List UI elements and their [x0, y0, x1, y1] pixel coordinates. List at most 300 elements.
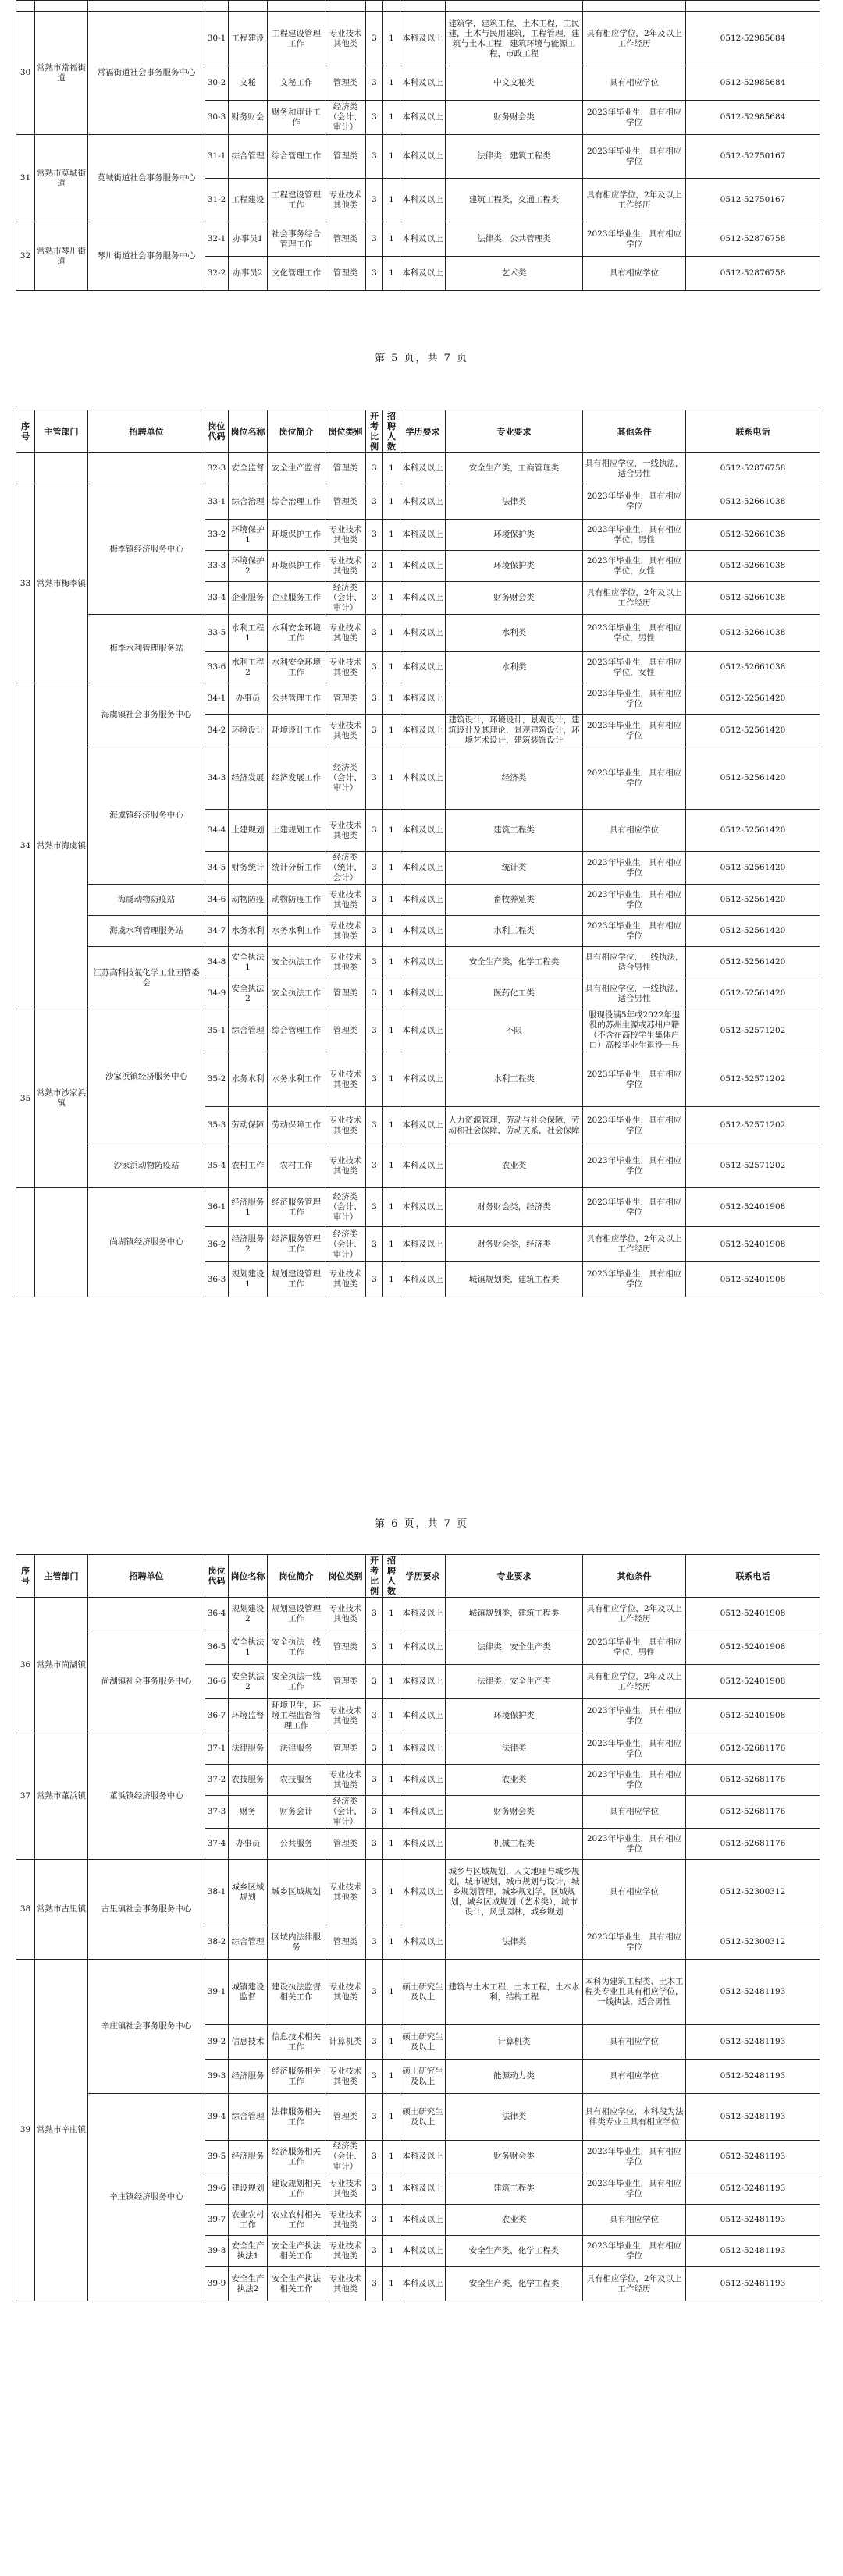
cell-phone: 0512-52300312 — [686, 1860, 820, 1925]
cell-ratio: 3 — [366, 1765, 383, 1796]
cell-ratio: 3 — [366, 2094, 383, 2141]
cell-major: 安全生产类，化学工程类 — [446, 2236, 583, 2267]
cell-code: 37-4 — [205, 1829, 229, 1860]
cell-title: 规划建设1 — [229, 1262, 268, 1297]
cell-num: 1 — [383, 1598, 400, 1630]
cell-other: 2023年毕业生，具有相应学位，男性 — [583, 1630, 686, 1665]
cell-intro: 安全执法一线工作 — [268, 1630, 325, 1665]
cell-phone: 0512-52561420 — [686, 715, 820, 747]
cell-num: 1 — [383, 715, 400, 747]
cell-cat: 管理类 — [325, 978, 366, 1009]
cell-phone: 0512-52681176 — [686, 1796, 820, 1829]
cell-other: 2023年毕业生，具有相应学位 — [583, 683, 686, 715]
cell-num: 1 — [383, 1860, 400, 1925]
cell-intro: 法律服务相关工作 — [268, 2094, 325, 2141]
cell-phone: 0512-52561420 — [686, 683, 820, 715]
cell-intro: 安全生产执法相关工作 — [268, 2236, 325, 2267]
cell-major: 建筑工程类，交通工程类 — [446, 179, 583, 222]
cell-intro: 安全执法一线工作 — [268, 1665, 325, 1699]
recruitment-table — [16, 410, 820, 1297]
cell-num: 1 — [383, 101, 400, 135]
cell-num: 1 — [383, 2060, 400, 2094]
cell-phone: 0512-52561420 — [686, 810, 820, 852]
cell-edu: 本科及以上 — [400, 551, 446, 582]
cell-edu: 本科及以上 — [400, 66, 446, 101]
cell-ratio: 3 — [366, 1262, 383, 1297]
cell-edu: 本科及以上 — [400, 1009, 446, 1052]
cell-cat: 专业技术其他类 — [325, 810, 366, 852]
cell-cat: 专业技术其他类 — [325, 1765, 366, 1796]
cell-cat: 经济类（会计、审计） — [325, 2141, 366, 2173]
cell-num: 1 — [383, 520, 400, 551]
cell-num: 1 — [383, 1829, 400, 1860]
cell-edu: 硕士研究生及以上 — [400, 2025, 446, 2060]
cell-cat: 专业技术其他类 — [325, 1860, 366, 1925]
column-header: 联系电话 — [686, 410, 820, 453]
unit-cell: 海虞镇经济服务中心 — [88, 747, 205, 885]
cell-edu: 本科及以上 — [400, 947, 446, 978]
cell-major: 水利类 — [446, 652, 583, 683]
cell-title: 企业服务 — [229, 582, 268, 615]
cell-other: 具有相应学位，2年及以上工作经历 — [583, 179, 686, 222]
cell-code: 35-2 — [205, 1052, 229, 1107]
cell-code: 36-4 — [205, 1598, 229, 1630]
dept-cell: 常熟市梅李镇 — [35, 484, 88, 683]
cell-phone: 0512-52481193 — [686, 2267, 820, 2301]
cell-edu: 本科及以上 — [400, 1699, 446, 1733]
cell-phone: 0512-52561420 — [686, 747, 820, 810]
cell-other: 具有相应学位，2年及以上工作经历 — [583, 1665, 686, 1699]
cell-intro: 农业农村相关工作 — [268, 2205, 325, 2236]
cell-ratio: 3 — [366, 885, 383, 916]
cell-edu: 硕士研究生及以上 — [400, 1960, 446, 2025]
cell-num: 1 — [383, 66, 400, 101]
cell-cat: 专业技术其他类 — [325, 179, 366, 222]
cell-other: 服现役满5年或2022年退役的苏州生源或苏州户籍（不含在高校学生集体户口）高校毕业生退役士兵 — [583, 1009, 686, 1052]
cell-cat: 专业技术其他类 — [325, 2236, 366, 2267]
cell-major: 经济类 — [446, 747, 583, 810]
seq-cell: 34 — [16, 683, 35, 1009]
cell-num: 1 — [383, 1227, 400, 1262]
cell-other: 2023年毕业生，具有相应学位 — [583, 1188, 686, 1227]
cell-ratio: 3 — [366, 947, 383, 978]
cell-major — [446, 683, 583, 715]
cell-code: 32-3 — [205, 453, 229, 484]
cell-num: 1 — [383, 683, 400, 715]
cell-title: 信息技术 — [229, 2025, 268, 2060]
cell-major: 城镇规划类，建筑工程类 — [446, 1262, 583, 1297]
cell-num: 1 — [383, 582, 400, 615]
cell-edu: 本科及以上 — [400, 747, 446, 810]
cell-intro: 社会事务综合管理工作 — [268, 222, 325, 257]
cell-edu: 本科及以上 — [400, 916, 446, 947]
cell-ratio: 3 — [366, 179, 383, 222]
cell-cat: 管理类 — [325, 257, 366, 291]
table-row — [16, 2094, 820, 2141]
cell-major: 法律类，公共管理类 — [446, 222, 583, 257]
cell-code: 38-2 — [205, 1925, 229, 1960]
table-row — [16, 1960, 820, 2025]
cell-code: 33-2 — [205, 520, 229, 551]
cell-phone: 0512-52481193 — [686, 2205, 820, 2236]
cell-edu: 本科及以上 — [400, 1144, 446, 1188]
unit-cell: 辛庄镇经济服务中心 — [88, 2094, 205, 2301]
cell-title: 综合管理 — [229, 1925, 268, 1960]
cell-title: 工程建设 — [229, 179, 268, 222]
cell-phone: 0512-52481193 — [686, 2060, 820, 2094]
cell-title: 城乡区域规划 — [229, 1860, 268, 1925]
cell-other: 具有相应学位 — [583, 66, 686, 101]
cell-other: 具有相应学位，本科段为法律类专业且具有相应学位 — [583, 2094, 686, 2141]
cell-title: 文秘 — [229, 66, 268, 101]
cell-ratio: 3 — [366, 978, 383, 1009]
cell-ratio: 3 — [366, 852, 383, 885]
cell-num: 1 — [383, 1733, 400, 1765]
table-row — [16, 1188, 820, 1227]
unit-cell — [88, 453, 205, 484]
cell-cat: 专业技术其他类 — [325, 916, 366, 947]
column-header: 其他条件 — [583, 1555, 686, 1598]
cell-title: 水利工程1 — [229, 615, 268, 652]
cell-major: 畜牧养殖类 — [446, 885, 583, 916]
cell-edu: 本科及以上 — [400, 2236, 446, 2267]
cell-intro: 环境卫生，环境工程监督管理工作 — [268, 1699, 325, 1733]
seq-cell — [16, 1, 35, 12]
cell-major: 建筑工程类 — [446, 810, 583, 852]
seq-cell: 32 — [16, 222, 35, 291]
cell-phone: 0512-52401908 — [686, 1699, 820, 1733]
cell-major: 农业类 — [446, 1144, 583, 1188]
cell-edu: 本科及以上 — [400, 12, 446, 66]
seq-cell — [16, 453, 35, 484]
cell-other: 2023年毕业生，具有相应学位 — [583, 101, 686, 135]
cell-ratio: 3 — [366, 257, 383, 291]
cell-code: 32-2 — [205, 257, 229, 291]
cell-code: 39-6 — [205, 2173, 229, 2205]
cell-title: 经济服务2 — [229, 1227, 268, 1262]
cell-major: 财务财会类 — [446, 101, 583, 135]
cell-title: 经济服务 — [229, 2141, 268, 2173]
cell-phone: 0512-52561420 — [686, 978, 820, 1009]
cell-phone: 0512-52401908 — [686, 1630, 820, 1665]
cell-code: 36-2 — [205, 1227, 229, 1262]
column-header: 岗位名称 — [229, 410, 268, 453]
column-header: 岗位类别 — [325, 1555, 366, 1598]
cell-other: 2023年毕业生，具有相应学位 — [583, 2173, 686, 2205]
cell-code: 33-5 — [205, 615, 229, 652]
cell-edu: 本科及以上 — [400, 1765, 446, 1796]
cell-num: 1 — [383, 453, 400, 484]
dept-cell: 常熟市董浜镇 — [35, 1733, 88, 1860]
cell-ratio: 3 — [366, 652, 383, 683]
cell-intro: 环境保护工作 — [268, 520, 325, 551]
cell-title: 环境设计 — [229, 715, 268, 747]
cell-phone: 0512-52571202 — [686, 1052, 820, 1107]
cell-other: 2023年毕业生，具有相应学位 — [583, 222, 686, 257]
cell-cat: 专业技术其他类 — [325, 551, 366, 582]
cell-major: 计算机类 — [446, 2025, 583, 2060]
cell-major: 财务财会类 — [446, 2141, 583, 2173]
cell-phone: 0512-52985684 — [686, 101, 820, 135]
cell-ratio: 3 — [366, 1227, 383, 1262]
cell-cat: 管理类 — [325, 453, 366, 484]
cell-cat: 管理类 — [325, 484, 366, 520]
cell-major: 艺术类 — [446, 257, 583, 291]
cell-edu: 本科及以上 — [400, 257, 446, 291]
unit-cell: 尚湖镇社会事务服务中心 — [88, 1630, 205, 1733]
cell-major: 农业类 — [446, 1765, 583, 1796]
cell-ratio: 3 — [366, 2205, 383, 2236]
cell-phone: 0512-52876758 — [686, 453, 820, 484]
cell-code: 34-7 — [205, 916, 229, 947]
cell-code: 34-5 — [205, 852, 229, 885]
table-row — [16, 1630, 820, 1665]
cell-intro: 经济发展工作 — [268, 747, 325, 810]
cell-edu: 本科及以上 — [400, 1598, 446, 1630]
cell-other: 具有相应学位 — [583, 2060, 686, 2094]
cell-ratio: 3 — [366, 2025, 383, 2060]
cell-phone: 0512-52661038 — [686, 615, 820, 652]
cell-edu: 本科及以上 — [400, 2205, 446, 2236]
cell-phone: 0512-52401908 — [686, 1598, 820, 1630]
cell-cat: 专业技术其他类 — [325, 1960, 366, 2025]
cell-major: 安全生产类，化学工程类 — [446, 947, 583, 978]
column-header: 联系电话 — [686, 1555, 820, 1598]
cell-edu: 本科及以上 — [400, 179, 446, 222]
cell-major: 财务财会类 — [446, 1796, 583, 1829]
column-header: 岗位名称 — [229, 1555, 268, 1598]
cell-num: 1 — [383, 222, 400, 257]
cell-num: 1 — [383, 1699, 400, 1733]
cell-num: 1 — [383, 1144, 400, 1188]
table-row — [16, 1144, 820, 1188]
cell-title: 安全生产执法2 — [229, 2267, 268, 2301]
unit-cell: 江苏高科技氟化学工业园管委会 — [88, 947, 205, 1009]
table-row — [16, 1860, 820, 1925]
cell-other: 2023年毕业生，具有相应学位，女性 — [583, 551, 686, 582]
column-header: 学历要求 — [400, 1555, 446, 1598]
unit-cell: 沙家浜镇经济服务中心 — [88, 1009, 205, 1144]
column-header: 岗位简介 — [268, 410, 325, 453]
cell-ratio: 3 — [366, 747, 383, 810]
cell-phone: 0512-52661038 — [686, 582, 820, 615]
unit-cell: 海虞动物防疫站 — [88, 885, 205, 916]
column-header: 专业要求 — [446, 410, 583, 453]
cell-title: 工程建设 — [229, 12, 268, 66]
seq-cell: 35 — [16, 1009, 35, 1188]
dept-cell: 常熟市古里镇 — [35, 1860, 88, 1960]
unit-cell: 莫城街道社会事务服务中心 — [88, 135, 205, 222]
cell-title — [229, 1, 268, 12]
column-header: 招聘人数 — [383, 410, 400, 453]
cell-cat: 经济类（会计、审计） — [325, 582, 366, 615]
seq-cell: 39 — [16, 1960, 35, 2301]
cell-other: 2023年毕业生，具有相应学位 — [583, 852, 686, 885]
cell-other: 2023年毕业生，具有相应学位 — [583, 1107, 686, 1144]
cell-major: 法律类 — [446, 1733, 583, 1765]
sheet-page-6 — [16, 410, 820, 1297]
cell-phone: 0512-52985684 — [686, 12, 820, 66]
cell-other: 2023年毕业生，具有相应学位 — [583, 2141, 686, 2173]
cell-other: 2023年毕业生，具有相应学位 — [583, 747, 686, 810]
cell-title: 水利工程2 — [229, 652, 268, 683]
sheet-page-5 — [16, 0, 820, 291]
cell-code: 37-1 — [205, 1733, 229, 1765]
cell-ratio: 3 — [366, 1598, 383, 1630]
cell-code: 36-3 — [205, 1262, 229, 1297]
cell-code: 39-8 — [205, 2236, 229, 2267]
cell-major: 水利工程类 — [446, 916, 583, 947]
cell-edu: 本科及以上 — [400, 1665, 446, 1699]
column-header: 专业要求 — [446, 1555, 583, 1598]
cell-major: 法律类 — [446, 484, 583, 520]
cell-intro: 工程建设管理工作 — [268, 179, 325, 222]
cell-code: 39-5 — [205, 2141, 229, 2173]
cell-code: 33-4 — [205, 582, 229, 615]
unit-cell — [88, 1, 205, 12]
cell-phone: 0512-52481193 — [686, 1960, 820, 2025]
cell-phone: 0512-52750167 — [686, 135, 820, 179]
cell-edu: 本科及以上 — [400, 683, 446, 715]
cell-num: 1 — [383, 257, 400, 291]
cell-title: 城镇建设监督 — [229, 1960, 268, 2025]
cell-title: 办事员2 — [229, 257, 268, 291]
cell-title: 农技服务 — [229, 1765, 268, 1796]
dept-cell: 常熟市海虞镇 — [35, 683, 88, 1009]
cell-edu: 本科及以上 — [400, 2141, 446, 2173]
cell-other: 2023年毕业生，具有相应学位 — [583, 1925, 686, 1960]
cell-phone: 0512-52681176 — [686, 1765, 820, 1796]
cell-num: 1 — [383, 2205, 400, 2236]
cell-cat: 计算机类 — [325, 2025, 366, 2060]
cell-code: 31-1 — [205, 135, 229, 179]
cell-phone: 0512-52571202 — [686, 1107, 820, 1144]
cell-title: 安全执法1 — [229, 947, 268, 978]
cell-intro: 综合管理工作 — [268, 1009, 325, 1052]
cell-ratio: 3 — [366, 1960, 383, 2025]
cell-intro: 区域内法律服务 — [268, 1925, 325, 1960]
cell-num: 1 — [383, 484, 400, 520]
cell-intro: 企业服务工作 — [268, 582, 325, 615]
cell-code: 34-2 — [205, 715, 229, 747]
cell-ratio — [366, 1, 383, 12]
cell-code: 34-9 — [205, 978, 229, 1009]
cell-edu: 本科及以上 — [400, 520, 446, 551]
cell-intro: 水务水利工作 — [268, 916, 325, 947]
cell-other: 2023年毕业生，具有相应学位 — [583, 1144, 686, 1188]
column-header: 招聘单位 — [88, 1555, 205, 1598]
cell-ratio: 3 — [366, 916, 383, 947]
page-footer: 第 6 页，共 7 页 — [374, 1518, 469, 1530]
cell-num: 1 — [383, 12, 400, 66]
cell-edu: 本科及以上 — [400, 1925, 446, 1960]
cell-code: 37-2 — [205, 1765, 229, 1796]
cell-cat: 专业技术其他类 — [325, 715, 366, 747]
seq-cell: 31 — [16, 135, 35, 222]
cell-code: 39-4 — [205, 2094, 229, 2141]
cell-cat: 经济类（统计、会计） — [325, 852, 366, 885]
cell-edu: 本科及以上 — [400, 582, 446, 615]
cell-ratio: 3 — [366, 1860, 383, 1925]
cell-intro: 建设执法监督相关工作 — [268, 1960, 325, 2025]
cell-title: 综合管理 — [229, 1009, 268, 1052]
cell-num: 1 — [383, 1052, 400, 1107]
cell-code: 37-3 — [205, 1796, 229, 1829]
cell-num: 1 — [383, 2025, 400, 2060]
cell-major: 建筑学，建筑工程，土木工程，工民建，土木与民用建筑，工程管理，建筑与土木工程，建筑环境与能源工程，市政工程 — [446, 12, 583, 66]
cell-title: 安全生产执法1 — [229, 2236, 268, 2267]
cell-cat: 专业技术其他类 — [325, 1699, 366, 1733]
cell-other: 2023年毕业生，具有相应学位 — [583, 1829, 686, 1860]
cell-title: 农业农村工作 — [229, 2205, 268, 2236]
cell-intro: 安全执法工作 — [268, 947, 325, 978]
cell-title: 土建规划 — [229, 810, 268, 852]
cell-other: 本科为建筑工程类、土木工程类专业且具有相应学位，一线执法，适合男性 — [583, 1960, 686, 2025]
cell-cat: 经济类（会计、审计） — [325, 1227, 366, 1262]
cell-cat: 专业技术其他类 — [325, 652, 366, 683]
cell-ratio: 3 — [366, 2141, 383, 2173]
cell-intro: 文化管理工作 — [268, 257, 325, 291]
table-row — [16, 1733, 820, 1765]
seq-cell: 36 — [16, 1598, 35, 1733]
unit-cell: 董浜镇经济服务中心 — [88, 1733, 205, 1860]
cell-ratio: 3 — [366, 1107, 383, 1144]
cell-other: 具有相应学位，一线执法，适合男性 — [583, 978, 686, 1009]
cell-cat: 管理类 — [325, 1829, 366, 1860]
column-header: 学历要求 — [400, 410, 446, 453]
unit-cell: 海虞水利管理服务站 — [88, 916, 205, 947]
cell-num: 1 — [383, 1960, 400, 2025]
cell-phone: 0512-52561420 — [686, 916, 820, 947]
cell-phone: 0512-52661038 — [686, 551, 820, 582]
cell-intro: 经济服务管理工作 — [268, 1227, 325, 1262]
cell-other: 具有相应学位 — [583, 2205, 686, 2236]
cell-title: 财务统计 — [229, 852, 268, 885]
cell-num: 1 — [383, 885, 400, 916]
cell-code: 35-3 — [205, 1107, 229, 1144]
unit-cell: 尚湖镇经济服务中心 — [88, 1188, 205, 1297]
cell-code: 39-1 — [205, 1960, 229, 2025]
cell-ratio: 3 — [366, 1829, 383, 1860]
cell-title: 安全监督 — [229, 453, 268, 484]
cell-major: 法律类 — [446, 2094, 583, 2141]
seq-cell: 37 — [16, 1733, 35, 1860]
cell-phone: 0512-52481193 — [686, 2141, 820, 2173]
cell-cat: 管理类 — [325, 1009, 366, 1052]
cell-cat: 管理类 — [325, 1733, 366, 1765]
cell-ratio: 3 — [366, 66, 383, 101]
cell-num: 1 — [383, 652, 400, 683]
dept-cell: 常熟市尚湖镇 — [35, 1598, 88, 1733]
cell-phone: 0512-52750167 — [686, 179, 820, 222]
cell-edu: 本科及以上 — [400, 885, 446, 916]
cell-edu: 本科及以上 — [400, 484, 446, 520]
column-header: 岗位类别 — [325, 410, 366, 453]
cell-intro: 规划建设管理工作 — [268, 1262, 325, 1297]
cell-num: 1 — [383, 916, 400, 947]
cell-phone: 0512-52401908 — [686, 1227, 820, 1262]
cell-major: 统计类 — [446, 852, 583, 885]
cell-cat: 专业技术其他类 — [325, 1052, 366, 1107]
cell-major: 财务财会类，经济类 — [446, 1188, 583, 1227]
cell-title: 劳动保障 — [229, 1107, 268, 1144]
cell-title: 环境保护1 — [229, 520, 268, 551]
cell-cat: 经济类（会计、审计） — [325, 1796, 366, 1829]
recruitment-table — [16, 0, 820, 291]
column-header: 岗位代码 — [205, 1555, 229, 1598]
cell-num: 1 — [383, 2236, 400, 2267]
cell-intro: 城乡区域规划 — [268, 1860, 325, 1925]
